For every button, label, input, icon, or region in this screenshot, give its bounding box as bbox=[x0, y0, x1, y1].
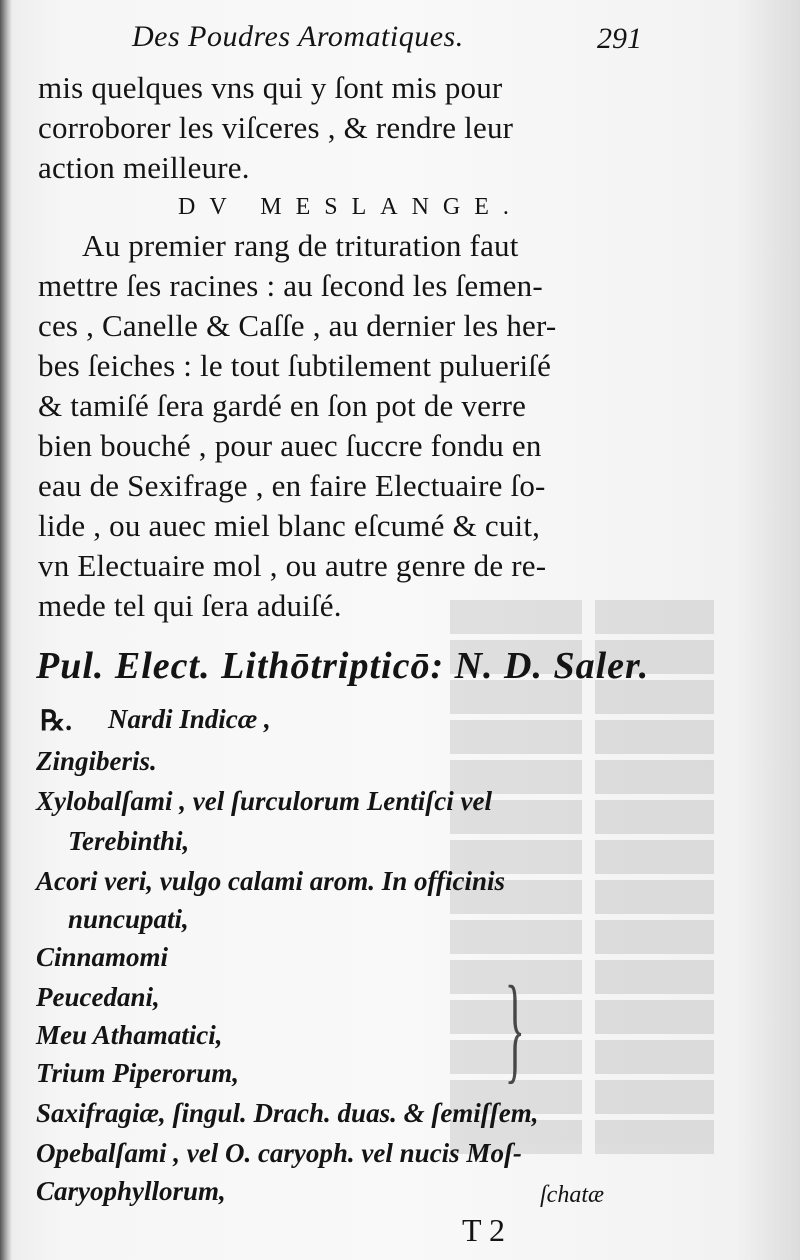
running-title: Des Poudres Aromatiques. bbox=[132, 20, 464, 53]
paragraph-line: vn Electuaire mol , ou autre genre de re- bbox=[38, 548, 547, 583]
intro-line: mis quelques vns qui y ſont mis pour bbox=[38, 70, 503, 105]
recipe-item: Xylobalſami , vel ſurculorum Lentiſci vel bbox=[36, 786, 492, 816]
page-gutter-shadow bbox=[0, 0, 12, 1260]
section-heading: DV MESLANGE. bbox=[178, 194, 523, 220]
paragraph-line: mede tel qui ſera aduiſé. bbox=[38, 588, 342, 623]
recipe-item: Zingiberis. bbox=[36, 746, 157, 776]
recipe-title: Pul. Elect. Lithōtripticō: N. D. Saler. bbox=[36, 645, 650, 687]
intro-line: corroborer les viſceres , & rendre leur bbox=[38, 110, 514, 145]
recipe-item: Peucedani, bbox=[36, 982, 160, 1012]
recipe-item: Trium Piperorum, bbox=[36, 1058, 240, 1088]
recipe-item: Caryophyllorum, bbox=[36, 1176, 226, 1206]
paragraph-line: bien bouché , pour auec ſuccre fondu en bbox=[38, 428, 542, 463]
recipe-item: nuncupati, bbox=[68, 904, 189, 934]
paragraph-line: & tamiſé ſera gardé en ſon pot de verre bbox=[38, 388, 527, 423]
paragraph-line: Au premier rang de trituration faut bbox=[82, 228, 519, 263]
paragraph-line: bes ſeiches : le tout ſubtilement pulueriſé bbox=[38, 348, 552, 383]
paragraph-line: lide , ou auec miel blanc eſcumé & cuit, bbox=[38, 508, 541, 543]
page-header bbox=[0, 14, 800, 58]
paragraph-line: mettre ſes racines : au ſecond les ſemen- bbox=[38, 268, 543, 303]
recipe-item: Acori veri, vulgo calami arom. In officinis bbox=[36, 866, 506, 896]
recipe-symbol: ℞. bbox=[40, 706, 73, 737]
page-number: 291 bbox=[597, 22, 642, 55]
signature-mark: T 2 bbox=[462, 1212, 505, 1248]
recipe-item: Opebalſami , vel O. caryoph. vel nucis Moſ- bbox=[36, 1138, 522, 1168]
recipe-item: Saxifragiæ, ſingul. Drach. duas. & ſemiſſem, bbox=[36, 1098, 539, 1128]
paragraph-line: eau de Sexifrage , en faire Electuaire ſo- bbox=[38, 468, 546, 503]
intro-line: action meilleure. bbox=[38, 150, 250, 185]
recipe-item: Terebinthi, bbox=[68, 826, 190, 856]
recipe-item: Meu Athamatici, bbox=[36, 1020, 223, 1050]
catchword: ſchatæ bbox=[540, 1182, 604, 1208]
curly-brace-mark: } bbox=[504, 961, 525, 1094]
recipe-item: Nardi Indicæ , bbox=[108, 704, 271, 734]
recipe-item: Cinnamomi bbox=[36, 942, 169, 972]
paragraph-line: ces , Canelle & Caſſe , au dernier les her- bbox=[38, 308, 557, 343]
